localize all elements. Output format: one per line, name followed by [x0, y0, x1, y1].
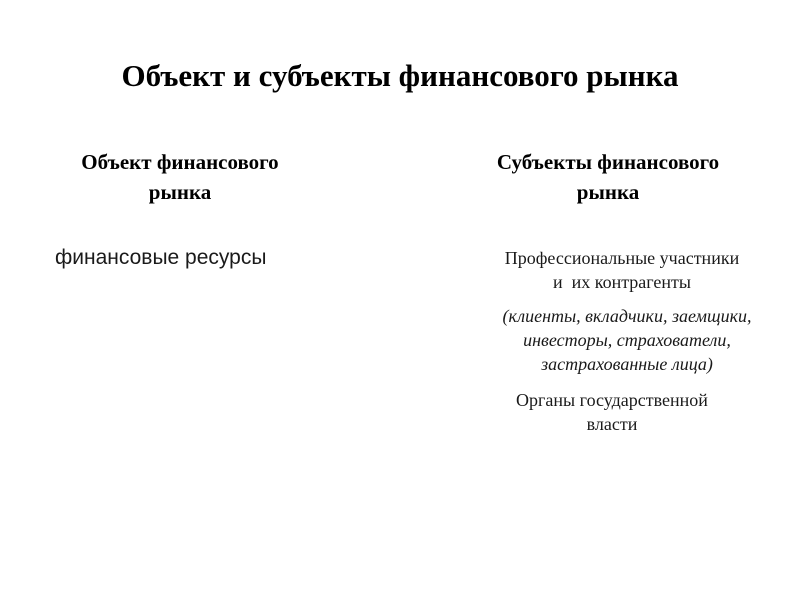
professional-participants: [462, 246, 782, 294]
authorities-line2: власти: [586, 414, 638, 434]
government-authorities: [462, 388, 762, 436]
counterparties-line3: застрахованные лица): [541, 354, 713, 374]
participants-line1: Профессиональные участники: [504, 248, 740, 268]
object-item: финансовые ресурсы: [55, 246, 267, 269]
subjects-heading-line2: рынка: [576, 180, 640, 204]
subjects-heading: [458, 147, 758, 207]
authorities-line1: Органы государственной: [516, 390, 708, 410]
counterparties-list: [462, 304, 792, 376]
counterparties-line1: (клиенты, вкладчики, заемщики,: [502, 306, 752, 326]
counterparties-line2: инвесторы, страхователи,: [523, 330, 731, 350]
object-heading-line2: рынка: [148, 180, 212, 204]
subjects-heading-line1: Субъекты финансового: [496, 150, 720, 174]
object-heading: [40, 147, 320, 207]
participants-line2: и их контрагенты: [552, 272, 692, 292]
slide-title: Объект и субъекты финансового рынка: [121, 58, 679, 93]
object-heading-line1: Объект финансового: [81, 150, 279, 174]
